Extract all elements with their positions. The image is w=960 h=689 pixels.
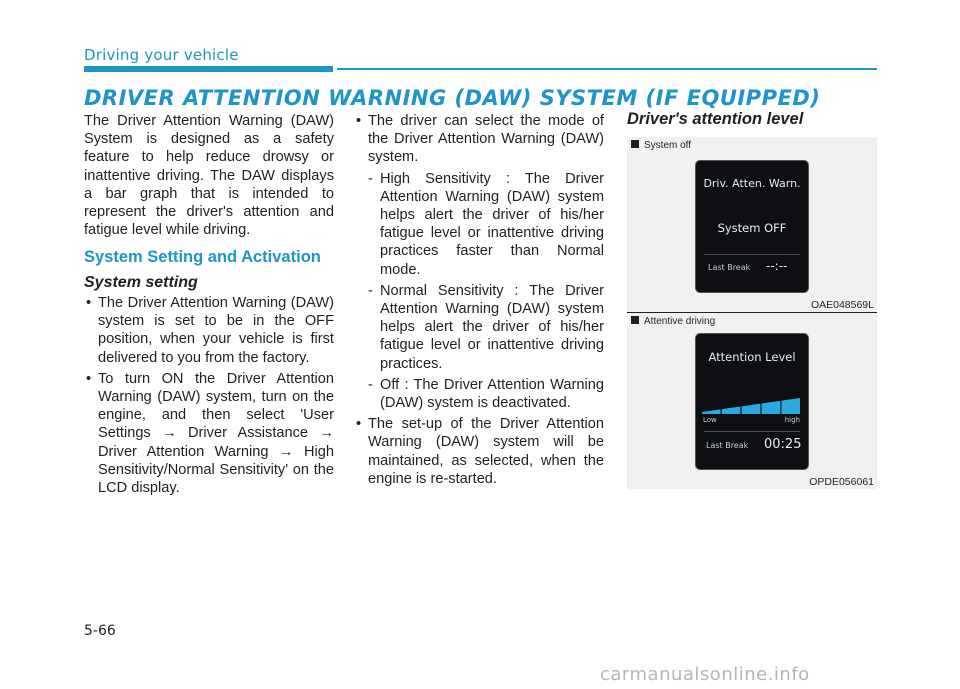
- mode-text: High Sensitivity : The Driver Attention Warning (DAW) system helps alert the driver of his/her fatigue level or inattentive driving practices faster than Normal mode.: [380, 170, 604, 278]
- page-number: 5-66: [84, 623, 116, 639]
- mode-list: [354, 112, 604, 491]
- figure-attentive-driving: [627, 313, 877, 489]
- last-break-label: Last Break: [708, 263, 751, 272]
- mode-item-normal: - Normal Sensitivity : The Driver Attention Warning (DAW) system helps alert the driver of his/her fatigue level or inattentive driving practices.: [368, 282, 604, 372]
- list-item: • To turn ON the Driver Attention Warning (DAW) system, turn on the engine, and then select 'User Settings → Driver Assistance → Driver Attention Warning → High Sensitivity/Normal Sensitivity' on the LCD display.: [86, 370, 334, 497]
- intro-paragraph: The Driver Attention Warning (DAW) System is designed as a safety feature to help reduce drowsy or inattentive driving. The DAW displays a bar graph that is intended to represent the driver's attention and fatigue level while driving.: [84, 113, 334, 239]
- bullet-text: The driver can select the mode of the Driver Attention Warning (DAW) system.: [368, 113, 604, 166]
- mode-text: Normal Sensitivity : The Driver Attention Warning (DAW) system helps alert the driver of his/her fatigue level or inattentive driving practices.: [380, 282, 604, 372]
- lcd-display: [695, 333, 809, 470]
- lcd-title: Attention Level: [708, 350, 796, 364]
- bullet-text: The Driver Attention Warning (DAW) system is set to be in the OFF position, when your vehicle is first delivered to you from the factory.: [98, 295, 334, 366]
- figure-caption: System off: [631, 140, 691, 151]
- bullet-text: The set-up of the Driver Attention Warning (DAW) system will be maintained, as selected, when the engine is re-started.: [368, 416, 604, 487]
- list-item: • The set-up of the Driver Attention Warning (DAW) system will be maintained, as selected, when the engine is re-started.: [356, 416, 604, 487]
- figure-system-off: [627, 137, 877, 312]
- lcd-display: [695, 160, 809, 293]
- page-title: DRIVER ATTENTION WARNING (DAW) SYSTEM (IF EQUIPPED): [84, 86, 821, 110]
- list-item: • The driver can select the mode of the Driver Attention Warning (DAW) system.: [356, 113, 604, 166]
- caption-square-icon: [631, 140, 639, 148]
- subsection-heading: System setting: [84, 274, 198, 291]
- figure-caption: Attentive driving: [631, 316, 715, 327]
- header-rule-thick: [84, 66, 333, 72]
- attention-bar-segment: [702, 409, 720, 414]
- mode-bullet-list: [354, 112, 604, 167]
- attention-bar-segment: [762, 401, 780, 414]
- figure-code: OPDE056061: [809, 476, 874, 488]
- section-header-label: Driving your vehicle: [84, 46, 239, 64]
- figure-code: OAE048569L: [810, 299, 874, 311]
- last-break-value: 00:25: [764, 437, 802, 452]
- lcd-divider: [704, 431, 800, 432]
- attention-bar-segment: [722, 407, 740, 414]
- attention-bar-graph: [702, 396, 802, 416]
- high-label: high: [784, 416, 800, 424]
- lcd-status: System OFF: [717, 221, 787, 235]
- low-label: Low: [703, 416, 717, 424]
- restart-bullet-list: [354, 415, 604, 488]
- attention-bars: [702, 398, 800, 414]
- lcd-title: Driv. Atten. Warn.: [703, 177, 801, 190]
- last-break-label: Last Break: [706, 441, 749, 450]
- mode-item-off: - Off : The Driver Attention Warning (DAW) system is deactivated.: [368, 376, 604, 412]
- section-heading: System Setting and Activation: [84, 248, 321, 266]
- bullet-text: To turn ON the Driver Attention Warning (DAW) system, turn on the engine, and then select 'User Settings → Driver Assistance → Driver Attention Warning → High Sensitivity/Normal Sensitivity' on the LCD display.: [98, 370, 334, 497]
- mode-item-high: - High Sensitivity : The Driver Attention Warning (DAW) system helps alert the driver of his/her fatigue level or inattentive driving practices faster than Normal mode.: [368, 170, 604, 278]
- last-break-value: --:--: [766, 259, 788, 273]
- attention-bar-segment: [742, 404, 760, 414]
- watermark: carmanualsonline.info: [600, 664, 810, 685]
- list-item: • The Driver Attention Warning (DAW) system is set to be in the OFF position, when your vehicle is first delivered to you from the factory.: [86, 295, 334, 366]
- attention-level-heading: Driver's attention level: [627, 110, 804, 128]
- caption-square-icon: [631, 316, 639, 324]
- header-rule-thin: [337, 68, 877, 70]
- lcd-divider: [704, 254, 800, 255]
- mode-text: Off : The Driver Attention Warning (DAW) system is deactivated.: [380, 376, 604, 412]
- attention-bar-segment: [782, 398, 800, 414]
- settings-bullet-list: [84, 294, 334, 500]
